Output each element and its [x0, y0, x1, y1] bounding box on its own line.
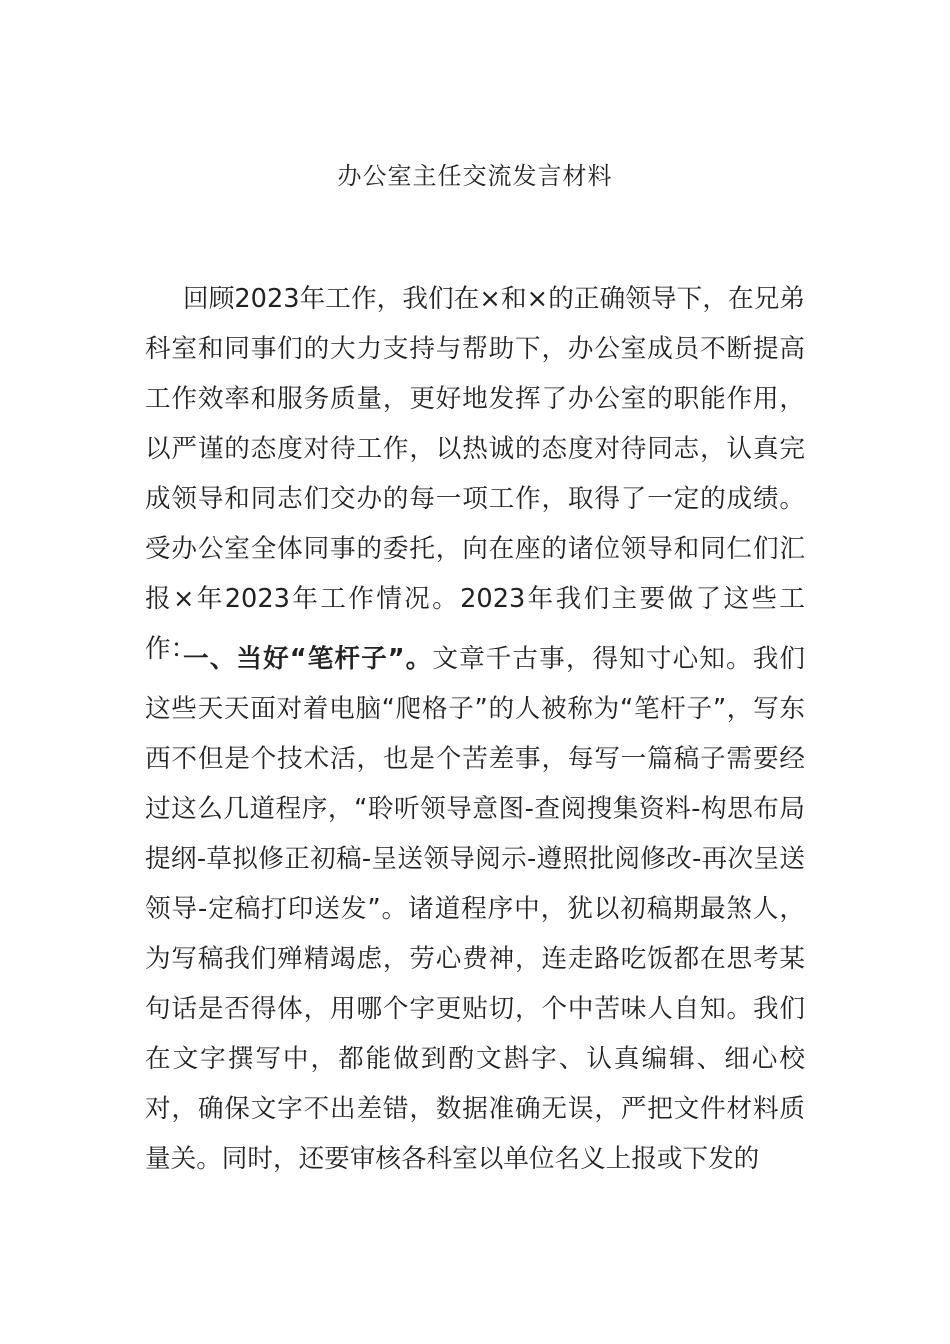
section-heading: 一、当好“笔杆子”。 [183, 644, 433, 674]
paragraph-review [145, 274, 805, 674]
document-title: 办公室主任交流发言材料 [337, 162, 613, 190]
paragraph-text: 回顾2023年工作，我们在×和×的正确领导下，在兄弟科室和同事们的大力支持与帮助下，办公室成员不断提高工作效率和服务质量，更好地发挥了办公室的职能作用，以严谨的态度对待工作，以热诚的态度对待同志，认真完成领导和同志们交办的每一项工作，取得了一定的成绩。受办公室全体同事的委托，向在座的诸位领导和同仁们汇报×年2023年工作情况。2023年我们主要做了这些工作： [145, 284, 805, 664]
paragraph-content [145, 634, 805, 1184]
paragraph-section-one [145, 634, 805, 1184]
section-text: 文章千古事，得知寸心知。我们这些天天面对着电脑“爬格子”的人被称为“笔杆子”，写东西不但是个技术活，也是个苦差事，每写一篇稿子需要经过这么几道程序，“聆听领导意图-查阅搜集资料-构思布局提纲-草拟修正初稿-呈送领导阅示-遵照批阅修改-再次呈送领导-定稿打印送发”。诸道程序中，犹以初稿期最煞人，为写稿我们殚精竭虑，劳心费神，连走路吃饭都在思考某句话是否得体，用哪个字更贴切，个中苦味人自知。我们在文字撰写中，都能做到酌文斟字、认真编辑、细心校对，确保文字不出差错，数据准确无误，严把文件材料质量关。同时，还要审核各科室以单位名义上报或下发的 [145, 644, 805, 1174]
